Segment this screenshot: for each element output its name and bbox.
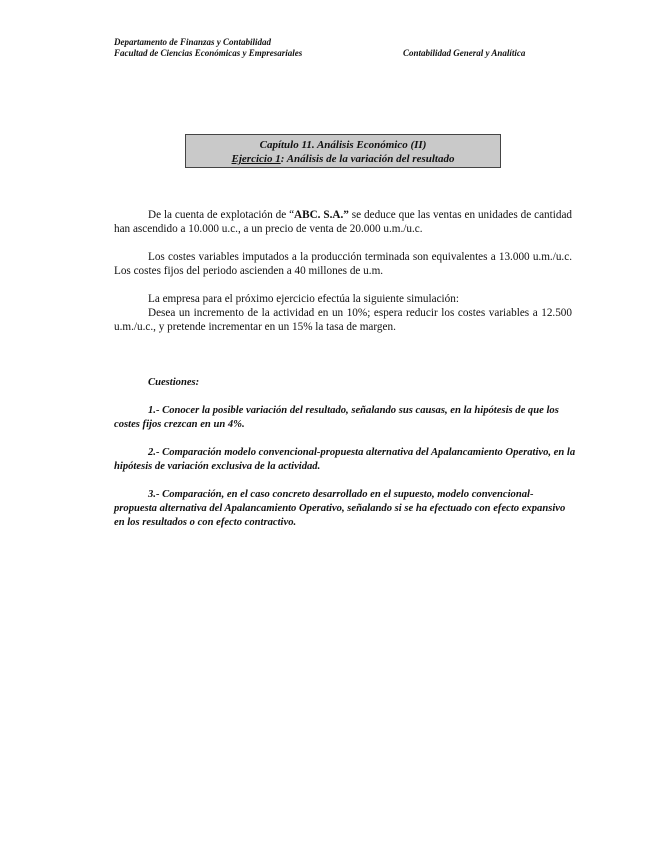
question-2: 2.- Comparación modelo convencional-propuesta alternativa del Apalancamiento Operativo, en la hipótesis de variación exclusiva de la actividad. <box>114 447 576 472</box>
question-1: 1.- Conocer la posible variación del resultado, señalando sus causas, en la hipótesis de que los costes fijos crezcan en un 4%. <box>114 405 559 430</box>
paragraph-sales-text-a: De la cuenta de explotación de “ <box>148 209 295 221</box>
questions-section <box>114 376 576 544</box>
question-3: 3.- Comparación, en el caso concreto desarrollado en el supuesto, modelo convencional-propuesta alternativa del Apalancamiento Operativo, señalando si se ha efectuado con efecto expansivo en los resultados o con efecto contractivo. <box>114 489 566 528</box>
problem-statement <box>114 208 572 348</box>
company-name: ABC. S.A.” <box>294 209 349 221</box>
exercise-link[interactable]: Ejercicio 1 <box>231 153 281 165</box>
paragraph-sales-text-b: se deduce que las ventas en unidades de cantidad han ascendido a 10.000 u.c., a un precio de venta de 20.000 u.m./u.c. <box>114 209 572 235</box>
paragraph-costs: Los costes variables imputados a la producción terminada son equivalentes a 13.000 u.m./u.c. Los costes fijos del periodo ascienden a 40 millones de u.m. <box>114 251 572 277</box>
paragraph-sales <box>114 208 572 236</box>
exercise-subtitle: : Análisis de la variación del resultado <box>280 153 455 165</box>
exercise-title <box>186 152 500 166</box>
department-line: Departamento de Finanzas y Contabilidad <box>114 37 272 47</box>
paragraph-targets: Desea un incremento de la actividad en un 10%; espera reducir los costes variables a 12.500 u.m./u.c., y pretende incrementar en un 15% la tasa de margen. <box>114 307 572 333</box>
chapter-title-box <box>185 134 501 168</box>
questions-heading: Cuestiones: <box>148 377 200 388</box>
paragraph-simulation: La empresa para el próximo ejercicio efectúa la siguiente simulación: <box>148 293 459 305</box>
course-title: Contabilidad General y Analítica <box>403 48 526 58</box>
faculty-line: Facultad de Ciencias Económicas y Empresariales <box>114 48 303 58</box>
page-header-left <box>114 37 302 59</box>
chapter-title: Capítulo 11. Análisis Económico (II) <box>259 139 427 151</box>
